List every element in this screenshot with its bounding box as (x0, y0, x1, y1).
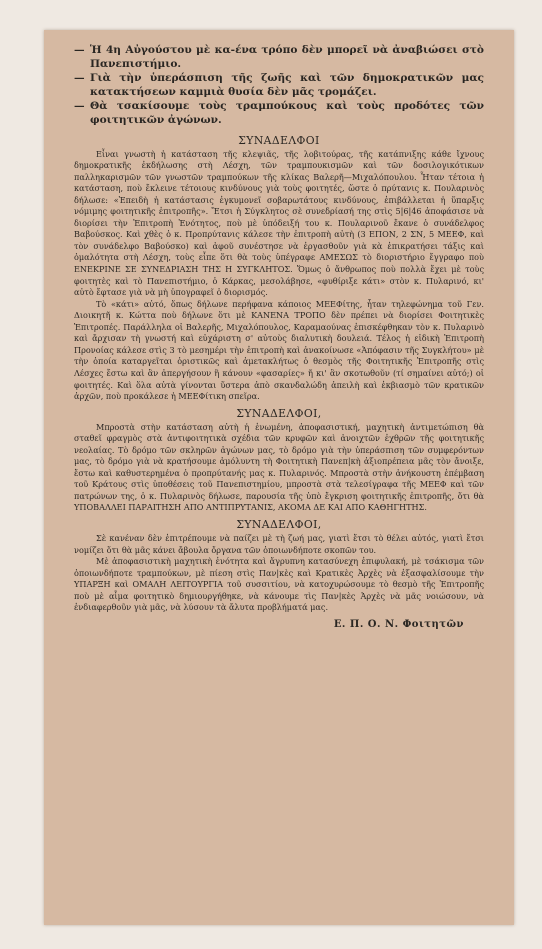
slogan-dash: — (74, 72, 85, 85)
slogan-item (74, 100, 484, 127)
signature: Ε. Π. Ο. Ν. Φοιτητῶν (333, 618, 464, 630)
leaflet-sheet (44, 30, 514, 925)
body-paragraph: Μπροστὰ στὴν κατάσταση αὐτὴ ἡ ἑνωμένη, ἀποφασιστική, μαχητικὴ ἀντιμετώπιση θὰ σταθεῖ φραγμὸς στὰ ἀντιφοιτητικὰ σχέδια τῶν κρυφῶν καὶ ἀνοιχτῶν ἐχθρῶν τῆς φοιτητικῆς νεολαίας. Τὸ δρόμο τῶν σκληρῶν ἀγώνων μας, τὸ δρόμο γιὰ τὴν ὑπεράσπιση τῶν συμφερόντων μας, τὸ δρόμο γιὰ νὰ κρατήσουμε ἀμόλυντη τὴ Φοιτητικὴ Πανεπ|κὴ ἀξιοπρέπεια μᾶς τὸν ἄνοιξε, ἔστω καὶ καθυστερημένα ὁ προπρύτανής μας κ. Πυλαρινός. Μπροστὰ στὴν ἀνήκουστη ἐπέμβαση τοῦ Κράτους στὶς ὑποθέσεις τοῦ Πανεπιστημίου, μπροστὰ στὰ τελεσίγραφα τῆς ΜΕΕΦ καὶ τῶν πατρώνων της, ὁ κ. Πυλαρινὸς δήλωσε, παρουσία τῆς ὑπὸ ἔγκριση φοιτητικῆς ἐπιτροπῆς, ὅτι θὰ ΥΠΟΒΑΛΛΕΙ ΠΑΡΑΙΤΗΣΗ ΑΠΟ ΑΝΤΙΠΡΥΤΑΝΙΣ, ΑΚΟΜΑ ΔΕ ΚΑΙ ΑΠΟ ΚΑΘΗΓΗΤΗΣ. (74, 421, 484, 513)
slogan-item (74, 72, 484, 99)
slogan-dash: — (74, 100, 85, 113)
body-paragraph: Σὲ κανέναν δὲν ἐπιτρέπουμε νὰ παίζει μὲ τὴ ζωή μας, γιατὶ ἔτσι τὸ θέλει αὐτός, γιατὶ ἔτσι νομίζει ὅτι θὰ μᾶς κάνει ἄβουλα ὄργανα τῶν ὁποιωνδήποτε σκοπῶν του. (74, 532, 484, 555)
slogan-item (74, 44, 484, 71)
section-heading: ΣΥΝΑΔΕΛΦΟΙ, (236, 517, 322, 531)
body-paragraph: Εἶναι γνωστὴ ἡ κατάσταση τῆς κλεψιᾶς, τῆς λοβιτούρας, τῆς κατάπνιξης κάθε ἴχνους δημοκρατικῆς ἐκδήλωσης στὴ Λέσχη, τῶν τραμπουκισμῶν καὶ τῶν δοσιλογικότικων παλληκαρισμῶν τῶν γνωστῶν τραμπούκων τῆς κλίκας Βαλερῆ—Μιχαλόπουλου. Ἦταν τέτοια ἡ κατάσταση, ποὺ ἔκλεινε τέτοιους κινδύνους γιὰ τοὺς φοιτητές, ὥστε ὁ πρύτανις κ. Πουλαρινὸς δήλωσε: «Ἐπειδὴ ἡ κατάστασις ἐγκυμονεῖ σοβαρωτάτους κινδύνους, ἐπιβάλλεται ἡ ὕπαρξις νόμιμης φοιτητικῆς ἐπιτροπῆς». Ἔτσι ἡ Σύγκλητος σὲ συνεδρίασή της στὶς 5|6|46 ἀποφάσισε νὰ διορίσει τὴν Ἐπιτροπὴ Ἑνότητος, ποὺ μὲ ὑπόδειξή του κ. Πουλαρινοῦ ἔκανε ὁ συνάδελφος Βαβούσκος. Καὶ χθὲς ὁ κ. Προπρύτανις κάλεσε τὴν ἐπιτροπὴ αὐτὴ (3 ΕΠΟΝ, 2 ΣΝ, 5 ΜΕΕΦ, καὶ τὸν συνάδελφο Βαβούσκο) καὶ ἀφοῦ συνέστησε νὰ ἐργασθοῦν γιὰ κὰ ἐπικρατήσει τάξις καὶ ὁμαλότητα στὴ Λέσχη, τοὺς εἶπε ὅτι θὰ τοὺς ὑπέγραφε ΑΜΕΣΩΣ τὸ διοριστήριο ἔγγραφο ποὺ ΕΝΕΚΡΙΝΕ ΣΕ ΣΥΝΕΔΡΙΑΣΗ ΤΗΣ Η ΣΥΓΚΛΗΤΟΣ. Ὅμως ὁ ἄνθρωπος ποὺ πολλὰ ἔχει μὲ τοὺς φοιτητὲς καὶ τὸ Πανεπιστήμιο, ὁ Κάρκας, μεσολάβησε, «φυθίριξε κάτι» στὸν κ. Πυλαρινό, κι' αὐτὸ ἔφτασε γιὰ νὰ μὴ ὑπογραφεῖ ὁ διορισμός. (74, 148, 484, 298)
body-paragraph: Μὲ ἀποφασιστικὴ μαχητικὴ ἑνότητα καὶ ἄγρυπνη κατασύνεχη ἐπιφυλακή, μὲ τσάκισμα τῶν ὁποιωνδήποτε τραμπούκων, μὲ πίεση στὶς Παν|κὲς καὶ Κρατικὲς Ἀρχὲς νὰ ἐξασφαλίσουμε τὴν ΥΠΑΡΞΗ καὶ ΟΜΑΛΗ ΛΕΙΤΟΥΡΓΙΑ τοῦ συσσιτίου, νὰ κατοχυρώσουμε τὸ θεσμὸ τῆς Ἐπιτροπῆς ποὺ μὲ αἷμα φοιτητικὸ δημιουργήθηκε, νὰ κάνουμε τὶς Παν|κὲς Ἀρχὲς νὰ μᾶς νοιώσουν, νὰ ἐνδιαφερθοῦν γιὰ μᾶς, νὰ λύσουν τὰ ἄλυτα προβλήματά μας. (74, 556, 484, 613)
section-heading: ΣΥΝΑΔΕΛΦΟΙ (238, 133, 320, 147)
slogan-list (74, 44, 484, 128)
slogan-text: Γιὰ τὴν ὑπεράσπιση τῆς ζωῆς καὶ τῶν δημοκρατικῶν μας κατακτήσεων καμμιὰ θυσία δὲν μᾶς τρομάζει. (90, 72, 484, 98)
slogan-text: Ἡ 4η Αὐγούστου μὲ κα-ένα τρόπο δὲν μπορεῖ νὰ ἀναβιώσει στὸ Πανεπιστήμιο. (90, 44, 484, 70)
body-paragraph: Τὸ «κάτι» αὐτό, ὅπως δήλωνε περήφανα κάποιος ΜΕΕΦίτης, ἦταν τηλεφώνημα τοῦ Γεν. Διοικητῆ κ. Κώττα ποὺ δήλωνε ὅτι μὲ ΚΑΝΕΝΑ ΤΡΟΠΟ δὲν πρέπει νὰ διορίσει Φοιτητικὲς Ἐπιτροπές. Παράλληλα οἱ Βαλερῆς, Μιχαλόπουλος, Καραμαούνας ἐπισκέφθηκαν τὸν κ. Πυλαρινὸ καὶ ἄρχισαν τὴ γνωστή καὶ εὐχάριστη σ' αὐτοὺς διαλυτικὴ δουλειά. Τέλος ἡ εἰδικὴ Ἐπιτροπὴ Προνοίας κάλεσε στὶς 3 τὸ μεσημέρι τὴν ἐπιτροπὴ καὶ ἀνακοίνωσε «Ἀπόφασιν τῆς Συγκλήτου» μὲ τὴν ὁποία καταργεῖται ὁριστικῶς καὶ ἀμετακλήτως ὁ θεσμὸς τῆς Φοιτητικῆς Ἐπιτροπῆς στὶς Λέσχες ἔστω καὶ ἂν ἀπεργήσουν ἢ κάνουν «φασαρίες» ἤ κι' ἂν σκοτωθοῦν (τί σημαίνει αὐτό;) οἱ φοιτητές. Καὶ ὅλα αὐτὰ γίνονται ὕστερα ἀπὸ σκανδαλώδη ἀπειλὴ καὶ ἐκβιασμὸ τῶν κρατικῶν ἀρχῶν, ποὺ προκάλεσε ἡ ΜΕΕΦίτικη σπεῖρα. (74, 298, 484, 402)
slogan-text: Θὰ τσακίσουμε τοὺς τραμπούκους καὶ τοὺς προδότες τῶν φοιτητικῶν ἀγώνων. (90, 100, 484, 126)
section-heading: ΣΥΝΑΔΕΛΦΟΙ, (236, 406, 322, 420)
slogan-dash: — (74, 44, 85, 56)
